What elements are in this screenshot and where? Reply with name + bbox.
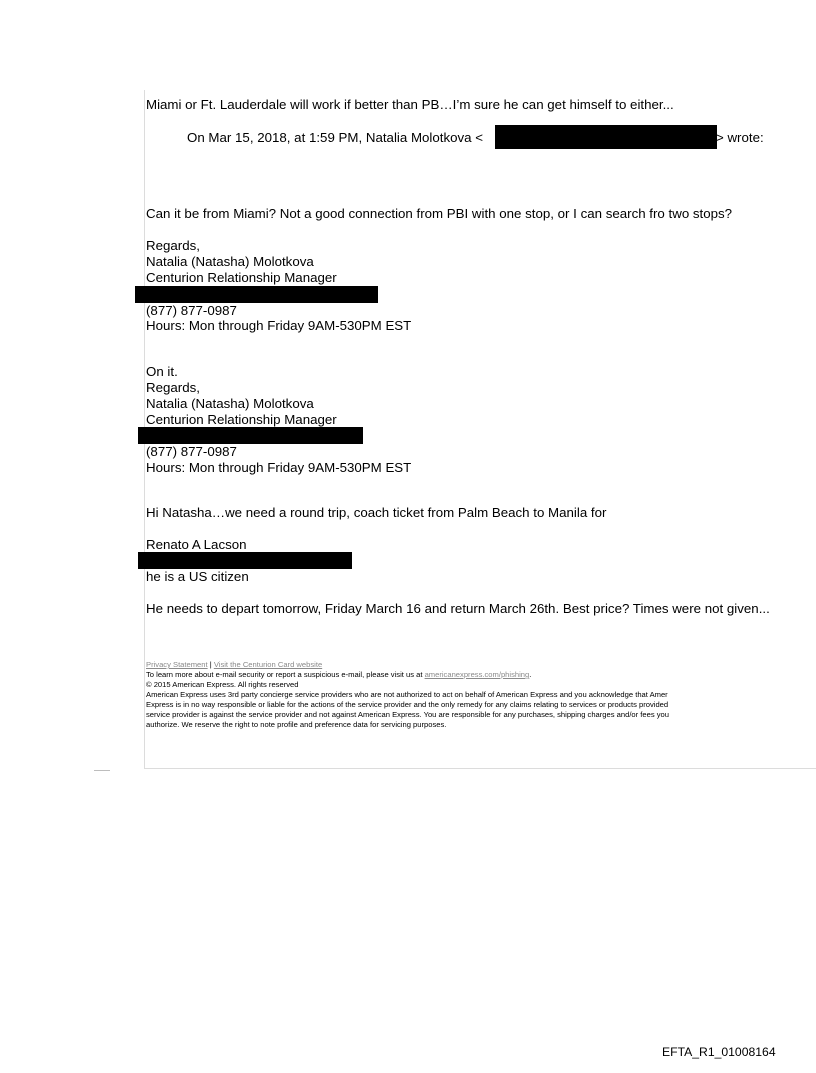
signature-hours: Hours: Mon through Friday 9AM-530PM EST xyxy=(146,318,412,333)
footer-security xyxy=(146,670,531,679)
citizenship-line: he is a US citizen xyxy=(146,569,249,584)
security-suffix: . xyxy=(529,670,532,679)
quote-header-prefix: On Mar 15, 2018, at 1:59 PM, Natalia Molotkova < xyxy=(187,130,484,145)
reply-2-intro: On it. xyxy=(146,364,178,379)
signature-name: Natalia (Natasha) Molotkova xyxy=(146,396,314,411)
travel-details-line: He needs to depart tomorrow, Friday March 16 and return March 26th. Best price? Times were not given... xyxy=(146,601,770,616)
signature-hours: Hours: Mon through Friday 9AM-530PM EST xyxy=(146,460,412,475)
signature-name: Natalia (Natasha) Molotkova xyxy=(146,254,314,269)
footer-disclaimer: American Express uses 3rd party concierge service providers who are not authorized to act on behalf of American Express and you acknowledge that Amer xyxy=(146,690,668,699)
margin-mark xyxy=(94,770,110,771)
centurion-website-link[interactable]: Visit the Centurion Card website xyxy=(213,660,323,669)
signature-title: Centurion Relationship Manager xyxy=(146,412,337,427)
reply-line: Miami or Ft. Lauderdale will work if better than PB…I’m sure he can get himself to either... xyxy=(146,97,674,112)
quote-header-suffix: > wrote: xyxy=(716,130,764,145)
redacted-passenger-details xyxy=(138,552,352,569)
signature-title: Centurion Relationship Manager xyxy=(146,270,337,285)
redacted-contact-info xyxy=(135,286,378,303)
footer-disclaimer: Express is in no way responsible or liable for the actions of the service provider and the only remedy for any claims relating to services or products provided xyxy=(146,700,669,709)
redacted-contact-info xyxy=(138,427,363,444)
page-id: EFTA_R1_01008164 xyxy=(662,1045,776,1059)
footer-disclaimer: authorize. We reserve the right to note profile and preference data for servicing purposes. xyxy=(146,720,447,729)
signature-greeting: Regards, xyxy=(146,380,200,395)
signature-phone: (877) 877-0987 xyxy=(146,303,237,318)
passenger-name: Renato A Lacson xyxy=(146,537,247,552)
footer-separator: | xyxy=(207,660,214,669)
security-text: To learn more about e-mail security or report a suspicious e-mail, please visit us at xyxy=(146,670,425,679)
privacy-statement-link[interactable]: Privacy Statement xyxy=(146,660,208,669)
redacted-email-address xyxy=(495,125,717,149)
request-line: Hi Natasha…we need a round trip, coach ticket from Palm Beach to Manila for xyxy=(146,505,607,520)
phishing-link[interactable]: americanexpress.com/phishing xyxy=(424,670,530,679)
signature-greeting: Regards, xyxy=(146,238,200,253)
footer-disclaimer: service provider is against the service provider and not against American Express. You are responsible for any purchases, shipping charges and/or fees you xyxy=(146,710,669,719)
signature-phone: (877) 877-0987 xyxy=(146,444,237,459)
question-line: Can it be from Miami? Not a good connection from PBI with one stop, or I can search fro two stops? xyxy=(146,206,733,221)
footer-copyright: © 2015 American Express. All rights reserved xyxy=(146,680,299,689)
footer-links xyxy=(146,660,322,669)
